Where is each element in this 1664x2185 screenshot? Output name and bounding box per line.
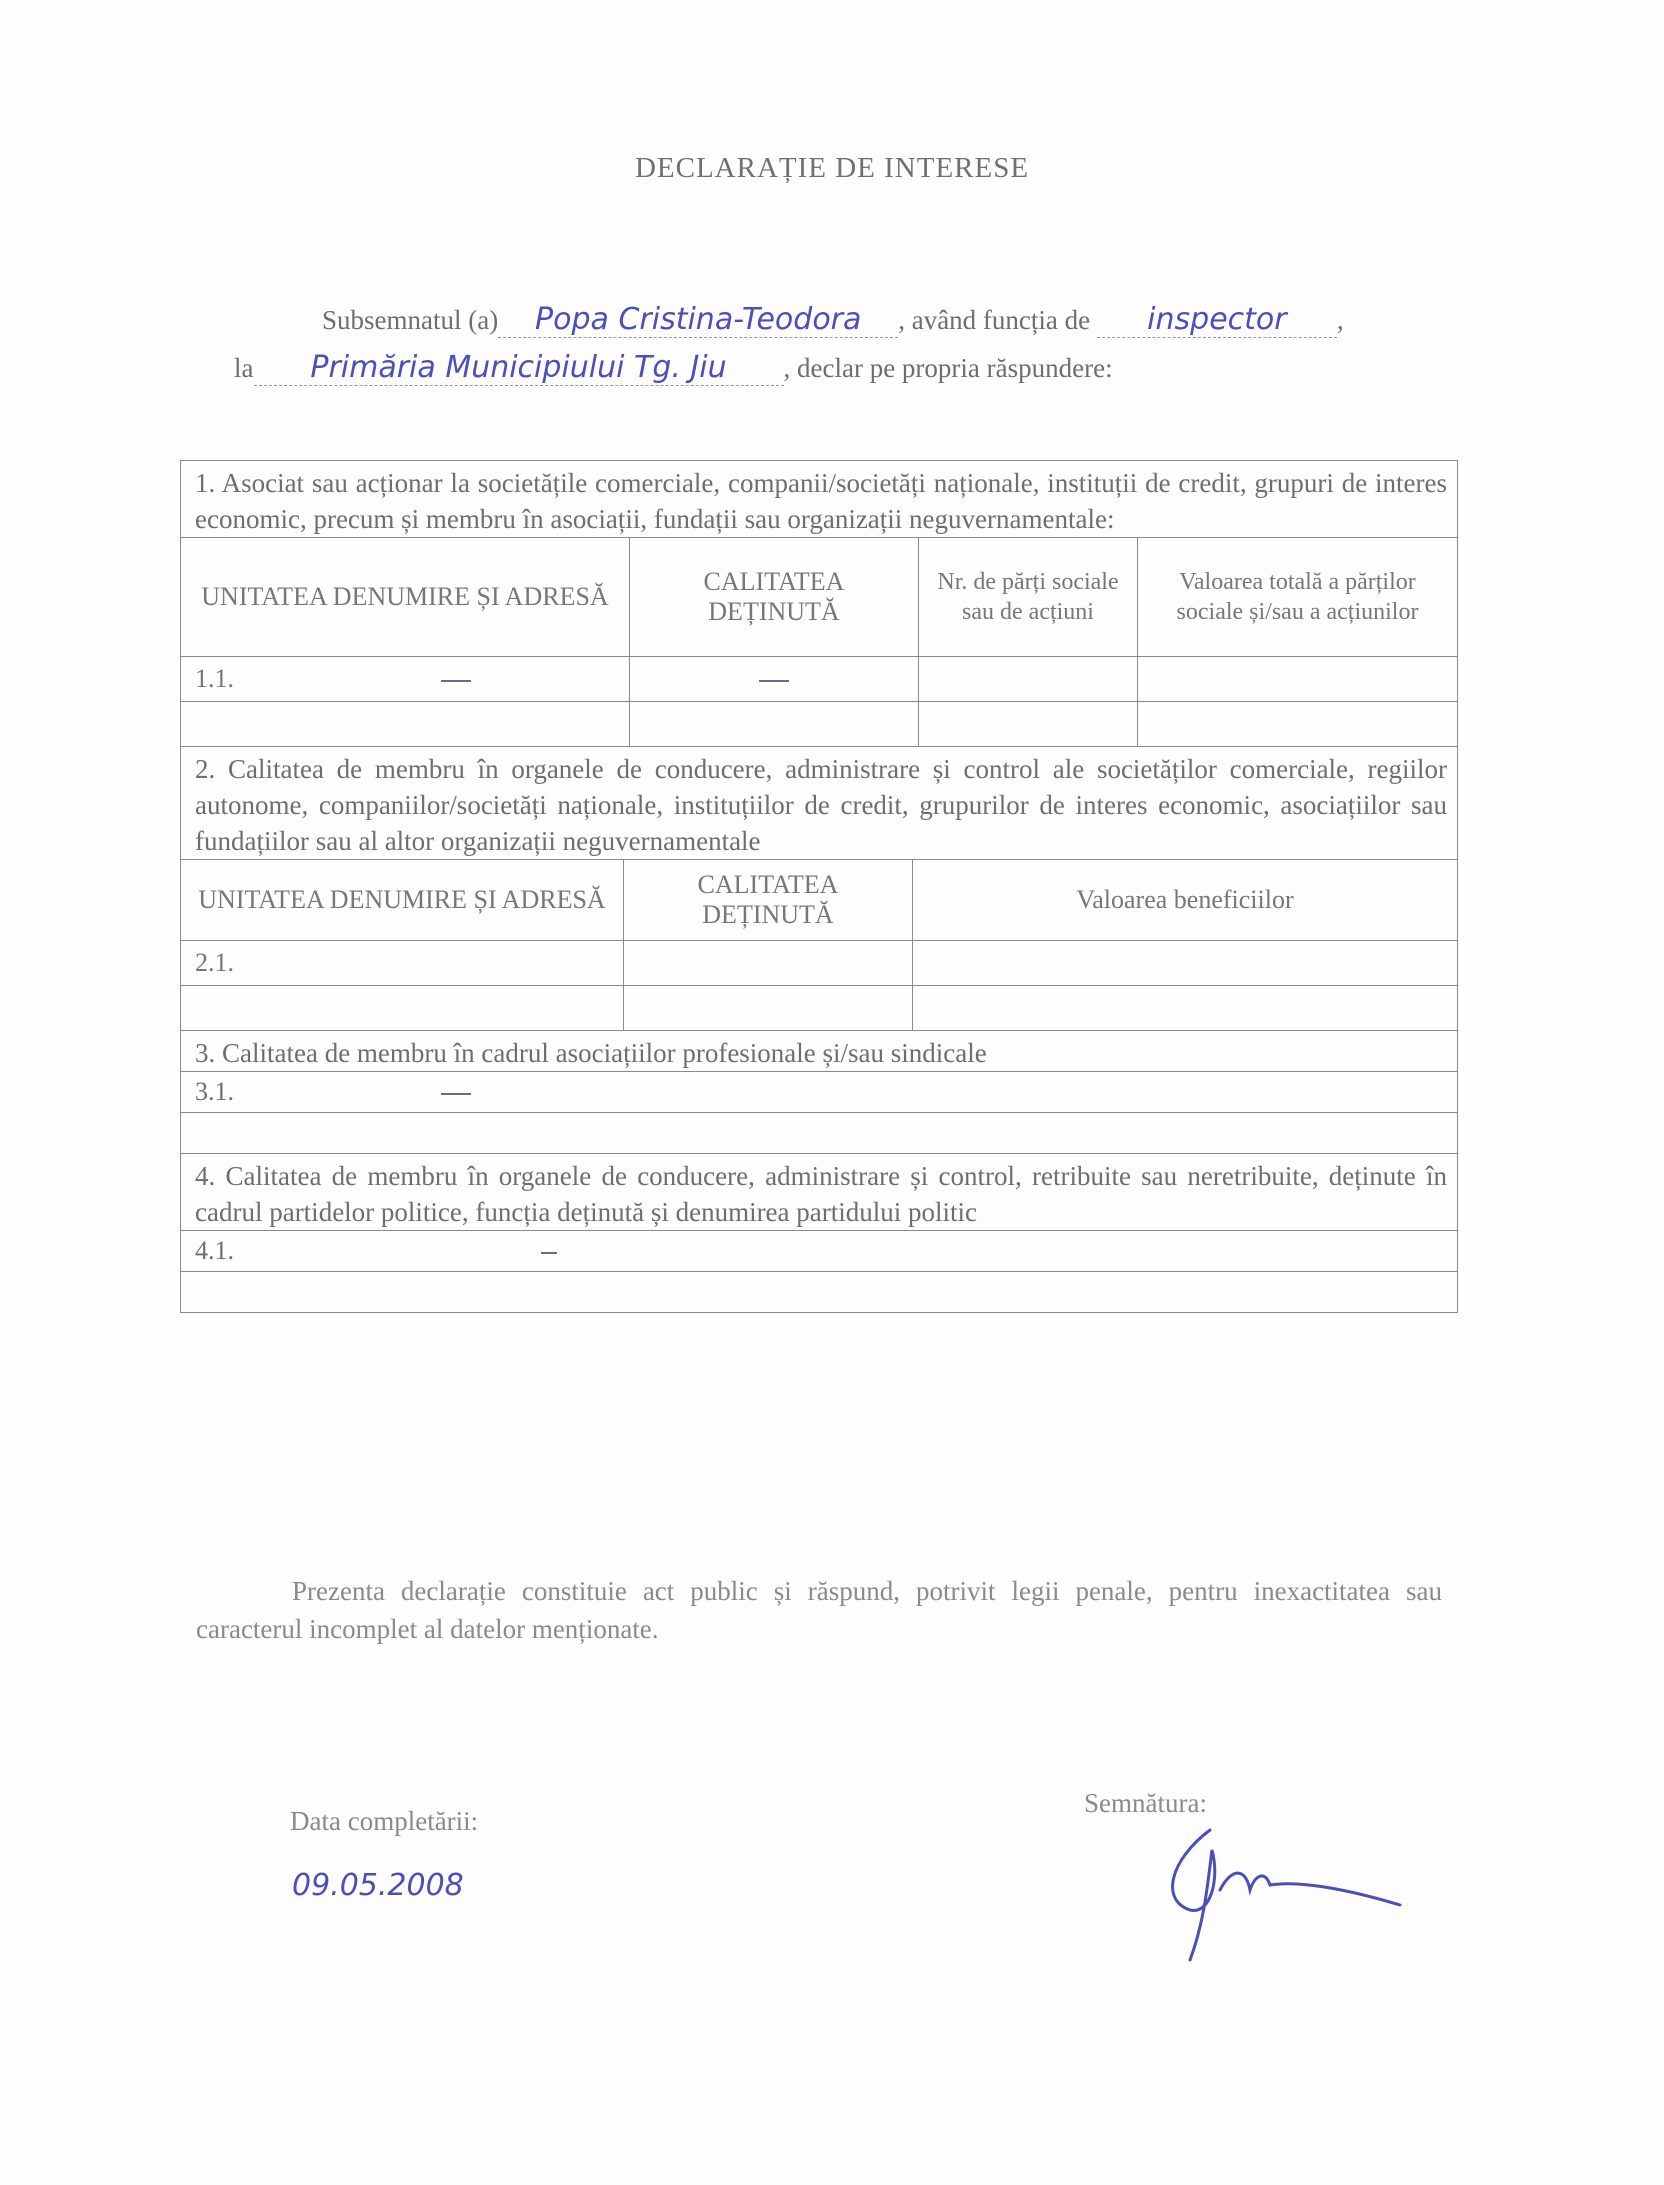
- s1-col-calitate: CALITATEA DEȚINUTĂ: [630, 538, 919, 657]
- section-1-title: 1. Asociat sau acționar la societățile comerciale, companii/societăți naționale, instituții de credit, grupuri de interes economic, precum și membru în asociații, fundații sau organizații neguvernamentale:: [195, 468, 1447, 534]
- section-1: [180, 460, 1458, 746]
- s2-col-valoare-beneficii: Valoarea beneficiilor: [913, 860, 1458, 941]
- legal-statement: Prezenta declarație constituie act public și răspund, potrivit legii penale, pentru inexactitatea sau caracterul incomplet al datelor menționate.: [196, 1576, 1442, 1644]
- functia-label: , având funcția de: [898, 305, 1091, 335]
- table-row: [181, 657, 1457, 702]
- table-row: [181, 941, 1457, 986]
- completion-date: 09.05.2008: [292, 1868, 464, 1903]
- la-label: la: [234, 353, 254, 383]
- section-2: [180, 746, 1458, 1030]
- s3-row-2: [181, 1112, 1457, 1153]
- date-label: Data completării:: [290, 1806, 479, 1836]
- s2-row-1-label: 2.1.: [181, 941, 624, 986]
- document-title: DECLARAȚIE DE INTERESE: [634, 152, 1030, 184]
- intro-line-2: [234, 350, 1113, 386]
- intro-line-1: Subsemnatul (a) Popa Cristina-Teodora , având funcția de inspector ,: [322, 302, 1344, 337]
- s2-col-unitate: UNITATEA DENUMIRE ȘI ADRESĂ: [181, 860, 624, 941]
- declar-label: , declar pe propria răspundere:: [783, 353, 1113, 383]
- subsemnatul-label: Subsemnatul (a): [322, 305, 499, 335]
- declarant-name: Popa Cristina-Teodora: [498, 302, 898, 338]
- section-3-title: 3. Calitatea de membru în cadrul asociațiilor profesionale și/sau sindicale: [195, 1038, 987, 1068]
- section-4: [180, 1153, 1458, 1313]
- signature-label: Semnătura:: [1084, 1788, 1207, 1818]
- section-2-table: [181, 859, 1457, 1030]
- declarant-function: inspector: [1097, 302, 1337, 338]
- s4-row-1: 4.1.: [181, 1230, 1457, 1271]
- section-1-table: [181, 537, 1457, 746]
- s1-col-valoare: Valoarea totală a părților sociale și/sau a acțiunilor: [1138, 538, 1458, 657]
- handwritten-signature: [1150, 1820, 1410, 1970]
- s4-row-2: [181, 1271, 1457, 1312]
- section-4-title: 4. Calitatea de membru în organele de conducere, administrare și control, retribuite sau neretribuite, deținute în cadrul partidelor politice, funcția deținută și denumirea partidului politic: [195, 1161, 1447, 1227]
- table-row: [181, 702, 1457, 747]
- s1-row-1-label: 1.1.: [181, 657, 630, 702]
- s2-col-calitate: CALITATEA DEȚINUTĂ: [624, 860, 913, 941]
- section-3: [180, 1030, 1458, 1153]
- declarant-institution: Primăria Municipiului Tg. Jiu: [254, 350, 784, 386]
- interests-table: [180, 460, 1458, 1313]
- section-2-title: 2. Calitatea de membru în organele de conducere, administrare și control ale societăților comerciale, regiilor autonome, companiilor/societăți naționale, instituțiilor de credit, grupurilor de interes economic, asociațiilor sau fundațiilor sau al altor organizații neguvernamentale: [195, 754, 1447, 856]
- s3-row-1: 3.1.: [181, 1071, 1457, 1112]
- s1-col-unitate: UNITATEA DENUMIRE ȘI ADRESĂ: [181, 538, 630, 657]
- table-row: [181, 986, 1457, 1031]
- s1-col-nr-parti: Nr. de părți sociale sau de acțiuni: [919, 538, 1138, 657]
